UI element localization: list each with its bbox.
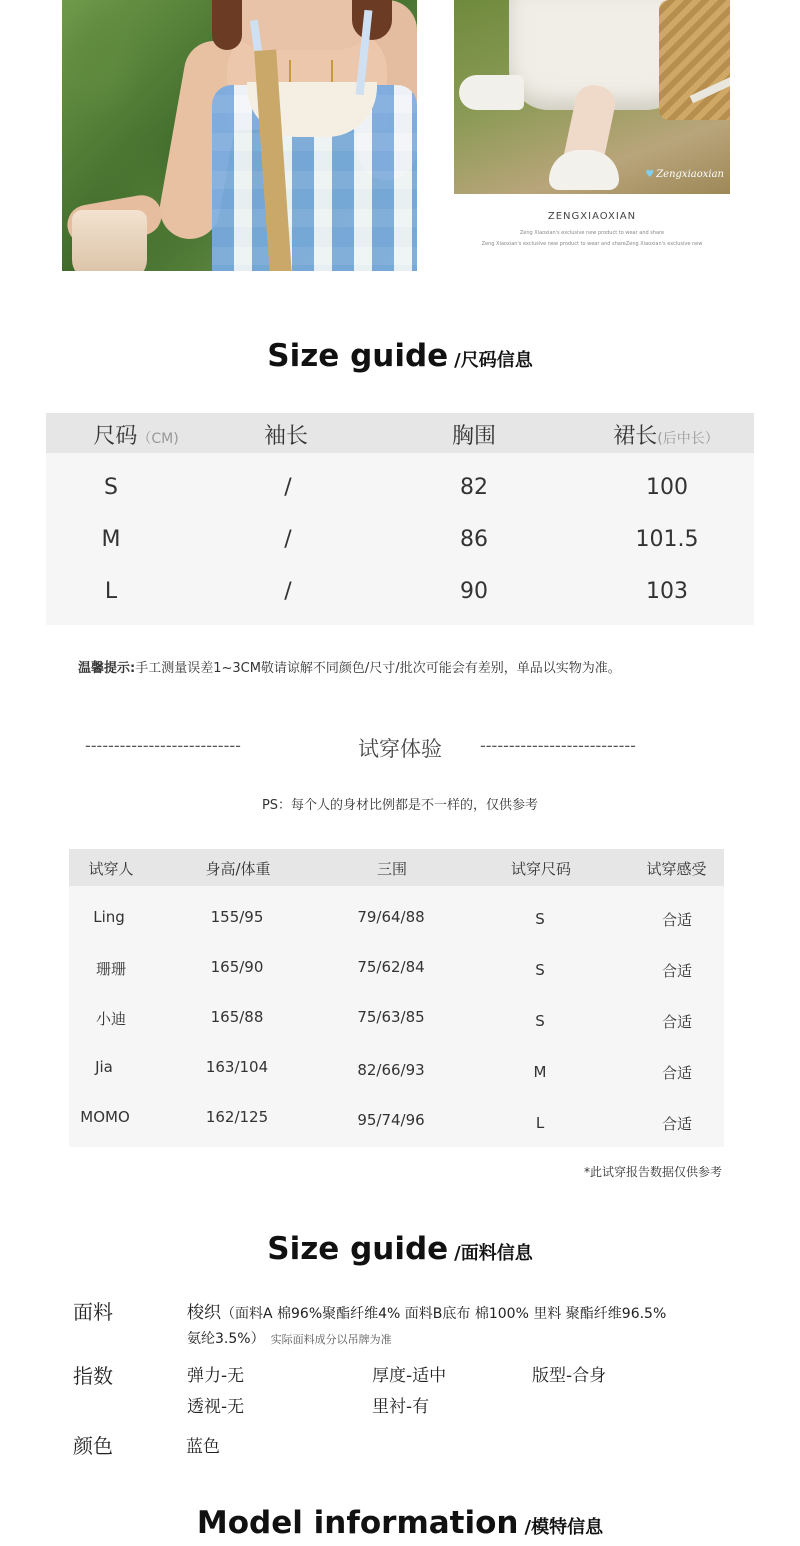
heart-icon: ♥ — [645, 169, 655, 180]
tip-text: 手工测量误差1~3CM敬请谅解不同颜色/尺寸/批次可能会有差别，单品以实物为准。 — [135, 661, 621, 676]
trial-cell: S — [535, 1012, 545, 1030]
trial-cell: 75/62/84 — [357, 958, 425, 976]
size-cell: 101.5 — [635, 527, 699, 552]
size-cell: 100 — [646, 475, 688, 500]
index-item: 厚度-适中 — [372, 1366, 447, 1386]
trial-cell: 163/104 — [205, 1058, 269, 1076]
trial-cell: 小迪 — [95, 1010, 126, 1028]
header-bust — [384, 419, 564, 450]
trial-cell: 165/90 — [210, 958, 264, 976]
index-item: 透视-无 — [187, 1397, 245, 1417]
tip-label: 温馨提示: — [78, 661, 136, 676]
watermark — [645, 169, 724, 180]
trial-cell: 95/74/96 — [357, 1111, 425, 1129]
header-unit: （CM) — [137, 431, 179, 447]
model-subtitle: /模特信息 — [524, 1517, 604, 1538]
header-length — [566, 419, 766, 450]
measurement-tip — [78, 657, 621, 676]
index-item: 版型-合身 — [532, 1366, 607, 1386]
trial-cell: 合适 — [661, 962, 692, 980]
photo-detail — [72, 210, 147, 271]
trial-cell: Jia — [95, 1058, 113, 1076]
trial-cell: Ling — [93, 908, 125, 926]
photo-detail — [549, 150, 619, 190]
trial-cell: 珊珊 — [95, 960, 126, 978]
trial-cell: MOMO — [80, 1108, 130, 1126]
trial-cell: S — [535, 961, 545, 979]
material-note: 实际面料成分以吊牌为准 — [270, 1333, 392, 1346]
index-item: 里衬-有 — [372, 1397, 430, 1417]
header-label: 裙长 — [613, 424, 658, 449]
trial-cell: 75/63/85 — [357, 1008, 425, 1026]
size-cell: 103 — [646, 579, 688, 604]
product-photo-right — [454, 0, 730, 194]
header-measurements: 三围 — [376, 860, 407, 878]
fabric-subtitle: /面料信息 — [454, 1243, 533, 1264]
trial-cell: S — [535, 910, 545, 928]
photo-detail — [459, 75, 524, 110]
product-photo-left — [62, 0, 417, 271]
size-table-header — [46, 413, 754, 453]
material-detail-2: 氨纶3.5%） — [187, 1331, 265, 1347]
size-cell: L — [104, 579, 118, 604]
index-item: 弹力-无 — [187, 1366, 245, 1386]
divider-left: --------------------------- — [85, 736, 241, 755]
trial-title: 试穿体验 — [358, 737, 442, 761]
header-label: 袖长 — [263, 424, 308, 449]
size-cell: 90 — [460, 579, 488, 604]
size-cell: 86 — [460, 527, 488, 552]
header-feeling: 试穿感受 — [646, 860, 707, 878]
brand-tagline: Zeng Xiaoxian's exclusive new product to wear and share — [519, 230, 665, 236]
model-title: Model information — [196, 1505, 519, 1541]
header-label: 胸围 — [451, 424, 496, 449]
size-guide-subtitle: /尺码信息 — [454, 350, 533, 371]
trial-cell: 82/66/93 — [357, 1061, 425, 1079]
material-name: 梭织 — [187, 1303, 221, 1323]
trial-cell: M — [533, 1063, 547, 1081]
photo-detail — [212, 0, 242, 50]
trial-cell: 165/88 — [210, 1008, 264, 1026]
header-unit: (后中长） — [657, 431, 719, 447]
header-label: 尺码 — [93, 424, 138, 449]
divider-right: --------------------------- — [480, 736, 636, 755]
brand-name: ZENGXIAOXIAN — [547, 211, 637, 222]
photo-detail — [352, 0, 392, 40]
trial-cell: 合适 — [661, 911, 692, 929]
trial-cell: 合适 — [661, 1115, 692, 1133]
trial-cell: L — [535, 1114, 545, 1132]
size-cell: / — [284, 475, 292, 500]
size-cell: M — [101, 527, 121, 552]
size-table — [46, 413, 754, 625]
size-cell: / — [284, 527, 292, 552]
trial-table — [69, 849, 724, 1147]
watermark-text: Zengxiaoxian — [656, 169, 724, 180]
size-guide-heading — [0, 338, 800, 374]
trial-table-header — [69, 849, 724, 886]
size-cell: S — [104, 475, 118, 500]
fabric-title: Size guide — [267, 1231, 449, 1267]
brand-tagline: Zeng Xiaoxian's exclusive new product to wear and shareZeng Xiaoxian's exclusive new — [481, 241, 703, 247]
material-detail: （面料A 棉96%聚酯纤维4% 面料B底布 棉100% 里料 聚酯纤维96.5% — [221, 1306, 667, 1322]
color-label: 颜色 — [73, 1434, 113, 1458]
material-label: 面料 — [73, 1300, 113, 1324]
trial-cell: 合适 — [661, 1013, 692, 1031]
header-trial-size: 试穿尺码 — [510, 860, 571, 878]
size-guide-title: Size guide — [267, 338, 449, 374]
trial-ps: PS：每个人的身材比例都是不一样的，仅供参考 — [261, 798, 539, 813]
index-label: 指数 — [73, 1364, 113, 1388]
trial-cell: 155/95 — [210, 908, 264, 926]
size-cell: 82 — [460, 475, 488, 500]
material-line-2 — [187, 1328, 392, 1348]
fabric-heading — [0, 1231, 800, 1267]
header-sleeve — [196, 419, 376, 450]
header-tester: 试穿人 — [88, 860, 134, 878]
model-heading — [0, 1505, 800, 1541]
trial-cell: 79/64/88 — [357, 908, 425, 926]
trial-cell: 162/125 — [205, 1108, 269, 1126]
trial-note: *此试穿报告数据仅供参考 — [583, 1165, 722, 1179]
color-value: 蓝色 — [186, 1437, 220, 1457]
header-height-weight: 身高/体重 — [205, 860, 271, 878]
material-line — [187, 1298, 666, 1323]
trial-cell: 合适 — [661, 1064, 692, 1082]
size-cell: / — [284, 579, 292, 604]
